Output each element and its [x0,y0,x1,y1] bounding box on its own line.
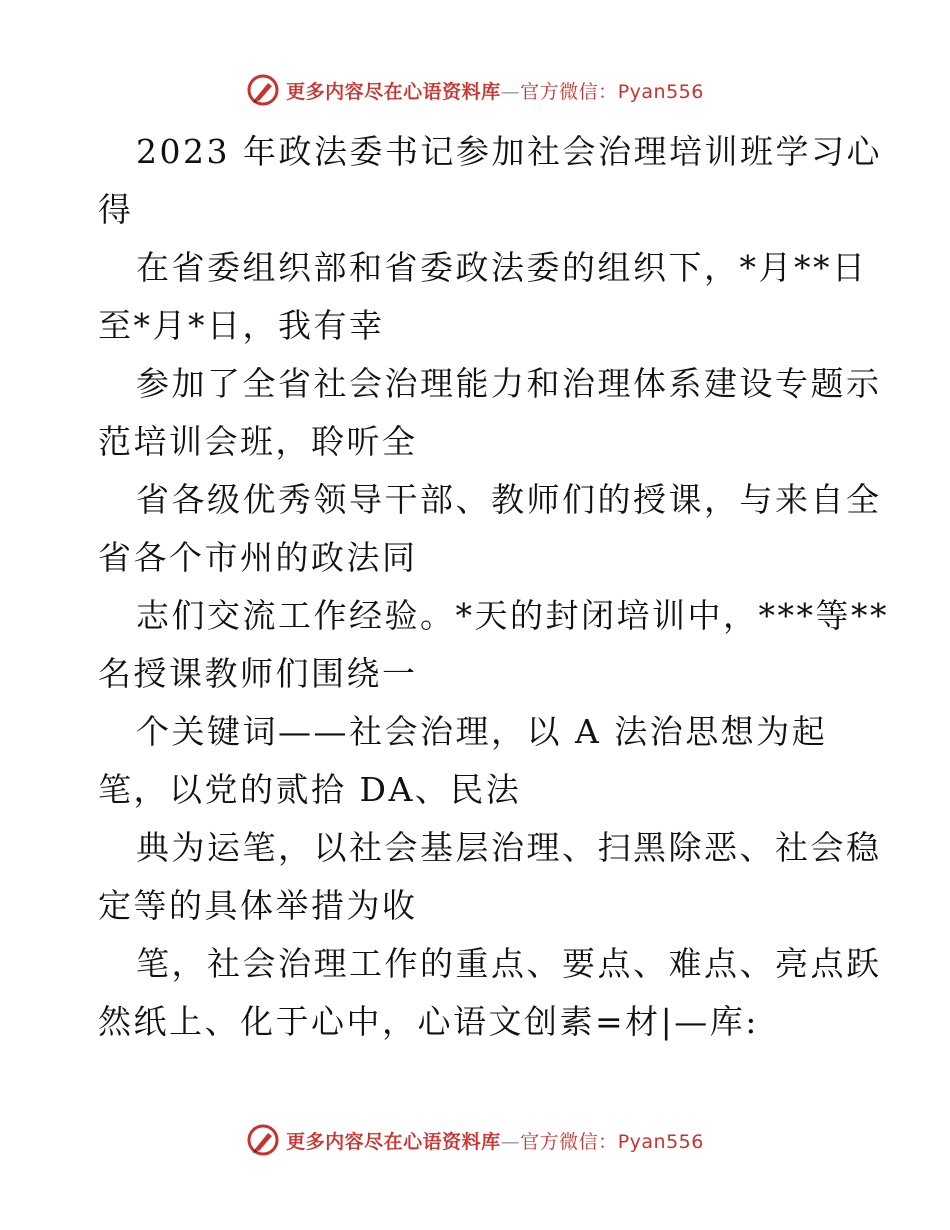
watermark-id: Pyan556 [617,1130,704,1153]
paragraph-line: 名授课教师们围绕一 [98,654,418,693]
title-line-2: 得 [98,190,134,229]
title-line-1: 2023 年政法委书记参加社会治理培训班学习心 [136,132,882,171]
watermark-id: Pyan556 [617,80,704,103]
paragraph-line: 定等的具体举措为收 [98,886,418,925]
footer-watermark [0,1120,950,1160]
watermark-main: 更多内容尽在心语资料库 [286,1130,501,1153]
paragraph-line: 个关键词——社会治理，以 A 法治思想为起 [136,712,828,751]
watermark-text [286,77,704,104]
paragraph-line: 然纸上、化于心中，心语文创素=材|—库: [98,1002,759,1041]
paragraph-line: 省各级优秀领导干部、教师们的授课，与来自全 [136,480,882,519]
paragraph-line: 典为运笔，以社会基层治理、扫黑除恶、社会稳 [136,828,882,867]
watermark-main: 更多内容尽在心语资料库 [286,80,501,103]
paragraph-line: 笔，以党的贰拾 DA、民法 [98,770,522,809]
paragraph-line: 志们交流工作经验。*天的封闭培训中，***等** [136,596,889,635]
paragraph-line: 范培训会班，聆听全 [98,422,418,461]
header-watermark [0,70,950,110]
paragraph-line: 笔，社会治理工作的重点、要点、难点、亮点跃 [136,944,882,983]
pen-logo-icon [246,1123,280,1157]
paragraph-line: 省各个市州的政法同 [98,538,418,577]
watermark-dash: — [500,80,521,103]
watermark-text [286,1127,704,1154]
paragraph-line: 至*月*日，我有幸 [98,306,385,345]
pen-logo-icon [246,73,280,107]
paragraph-line: 在省委组织部和省委政法委的组织下，*月**日 [136,248,868,287]
paragraph-line: 参加了全省社会治理能力和治理体系建设专题示 [136,364,882,403]
watermark-sub: 官方微信： [520,80,618,103]
watermark-dash: — [500,1130,521,1153]
watermark-sub: 官方微信： [520,1130,618,1153]
